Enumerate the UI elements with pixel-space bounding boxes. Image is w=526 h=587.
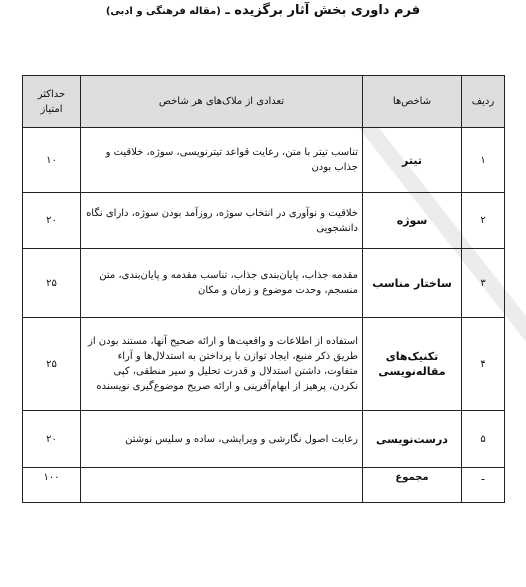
row-number: ۵ bbox=[462, 411, 505, 468]
table-row bbox=[23, 411, 505, 468]
total-row-number: ـ bbox=[462, 468, 505, 503]
form-title-sub: (مقاله فرهنگی و ادبی) bbox=[105, 6, 221, 17]
row-indicator: ساختار مناسب bbox=[363, 249, 462, 318]
row-number: ۴ bbox=[462, 318, 505, 411]
row-indicator: تیتر bbox=[363, 128, 462, 193]
total-description-empty bbox=[81, 468, 363, 503]
row-description: تناسب تیتر با متن، رعایت قواعد تیترنویسی، سوژه، خلاقیت و جذاب بودن bbox=[81, 128, 363, 193]
row-description: خلاقیت و نوآوری در انتخاب سوژه، روزآمد بودن سوژه، دارای نگاه دانشجویی bbox=[81, 193, 363, 249]
row-number: ۱ bbox=[462, 128, 505, 193]
table-header-row bbox=[23, 76, 505, 128]
row-max-score: ۲۰ bbox=[23, 193, 81, 249]
row-max-score: ۲۰ bbox=[23, 411, 81, 468]
table-row bbox=[23, 318, 505, 411]
row-indicator: درست‌نویسی bbox=[363, 411, 462, 468]
header-description: تعدادی از ملاک‌های هر شاخص bbox=[81, 76, 363, 128]
row-number: ۲ bbox=[462, 193, 505, 249]
row-max-score: ۲۵ bbox=[23, 249, 81, 318]
table-row bbox=[23, 128, 505, 193]
scoring-table bbox=[22, 75, 505, 503]
header-row-number: ردیف bbox=[462, 76, 505, 128]
row-indicator: تکنیک‌های مقاله‌نویسی bbox=[363, 318, 462, 411]
row-max-score: ۱۰ bbox=[23, 128, 81, 193]
total-max-score: ۱۰۰ bbox=[23, 468, 81, 503]
total-row bbox=[23, 468, 505, 503]
row-indicator: سوژه bbox=[363, 193, 462, 249]
form-title-main: فرم داوری بخش آثار برگزیده ـ bbox=[225, 3, 421, 18]
row-number: ۳ bbox=[462, 249, 505, 318]
header-indicator: شاخص‌ها bbox=[363, 76, 462, 128]
header-max-score: حداکثر امتیاز bbox=[23, 76, 81, 128]
table-row bbox=[23, 249, 505, 318]
total-label: مجموع bbox=[363, 468, 462, 503]
row-description: مقدمه جذاب، پایان‌بندی جذاب، تناسب مقدمه و پایان‌بندی، متن منسجم، وحدت موضوع و زمان و مکان bbox=[81, 249, 363, 318]
row-description: استفاده از اطلاعات و واقعیت‌ها و ارائه صحیح آنها، مستند بودن از طریق ذکر منبع، ایجاد توازن با پرداختن به استدلال‌ها و آراء متفاوت، داشتن استدلال و قدرت تحلیل و سیر منطقی، کپی نکردن، پرهیز از ابهام‌آفرینی و ارائه صریح موضوع‌گیری نویسنده bbox=[81, 318, 363, 411]
row-max-score: ۲۵ bbox=[23, 318, 81, 411]
table-row bbox=[23, 193, 505, 249]
form-title bbox=[0, 3, 526, 18]
row-description: رعایت اصول نگارشی و ویرایشی، ساده و سلیس نوشتن bbox=[81, 411, 363, 468]
